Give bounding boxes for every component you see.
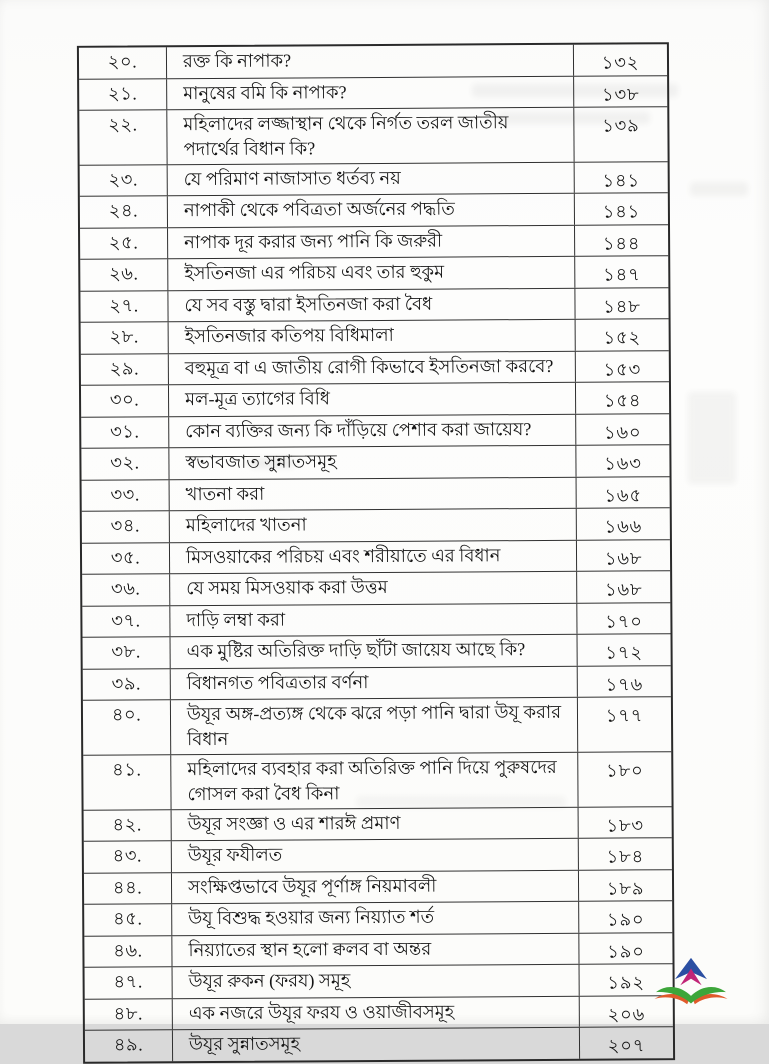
toc-entry-serial: ৪২.	[84, 810, 172, 841]
toc-entry-page-number: ১৬৮	[604, 579, 643, 600]
toc-entry-title: বিধানগত পবিত্রতার বর্ণনা	[171, 667, 578, 700]
toc-entry-serial: ৩৭.	[82, 606, 170, 637]
toc-entry-page-number: ১৭০	[605, 611, 643, 632]
toc-entry-title: খাতনা করা	[170, 478, 577, 511]
toc-row	[85, 964, 673, 999]
toc-entry-title: রক্ত কি নাপাক?	[167, 45, 574, 78]
toc-entry-serial: ৪৮.	[85, 999, 173, 1030]
toc-entry-title: এক নজরে উযূর ফরয ও ওয়াজীবসমূহ	[173, 997, 580, 1030]
toc-row	[82, 571, 670, 606]
toc-row	[83, 633, 671, 668]
toc-row	[81, 350, 669, 385]
toc-row	[82, 476, 670, 511]
toc-entry-serial: ২৯.	[81, 354, 169, 385]
toc-row	[84, 806, 672, 841]
toc-row	[80, 224, 668, 259]
toc-entry-title: কোন ব্যক্তির জন্য কি দাঁড়িয়ে পেশাব করা জায়েয?	[169, 415, 576, 448]
toc-entry-serial: ২৬.	[80, 260, 168, 291]
toc-entry-page-number: ১৫৪	[603, 390, 642, 411]
toc-row	[85, 1027, 673, 1062]
toc-entry-serial: ৩৯.	[83, 669, 171, 700]
toc-entry-title: উযূর ফযীলত	[172, 839, 579, 872]
toc-entry-page-number: ২০৭	[607, 1035, 646, 1056]
toc-entry-title: মিসওয়াকের পরিচয় এবং শরীয়াতে এর বিধান	[170, 541, 577, 574]
toc-row	[85, 995, 673, 1030]
toc-row	[80, 287, 668, 322]
toc-entry-serial: ২৫.	[80, 228, 168, 259]
toc-entry-serial: ২২.	[79, 110, 167, 164]
toc-entry-page-number: ১৬৮	[604, 548, 643, 569]
toc-entry-page-number: ১৩৯	[602, 115, 640, 136]
toc-row	[82, 539, 670, 574]
toc-entry-page-number: ১৭২	[605, 642, 643, 663]
toc-entry-page-number: ১৪১	[602, 201, 641, 222]
toc-row	[81, 319, 669, 354]
toc-row	[80, 256, 668, 291]
toc-entry-serial: ৪৩.	[84, 842, 172, 873]
toc-entry-page-number: ১৯০	[607, 941, 645, 962]
toc-row	[83, 665, 671, 700]
toc-entry-title: মানুষের বমি কি নাপাক?	[167, 76, 574, 109]
toc-row	[84, 869, 672, 904]
toc-row	[84, 932, 672, 967]
toc-entry-serial: ২৮.	[81, 323, 169, 354]
toc-entry-title: নাপাকী থেকে পবিত্রতা অর্জনের পদ্ধতি	[168, 194, 575, 227]
toc-entry-title: নিয়্যাতের স্থান হলো ক্বলব বা অন্তর	[172, 934, 579, 967]
toc-entry-page-number: ১৫৩	[603, 359, 642, 380]
toc-entry-page-number: ১৪১	[602, 170, 641, 191]
toc-entry-title: উযূর সংজ্ঞা ও এর শারঈ প্রমাণ	[172, 808, 579, 841]
toc-entry-serial: ৪৫.	[84, 905, 172, 936]
toc-entry-title: যে পরিমাণ নাজাসাত ধর্তব্য নয়	[168, 163, 575, 196]
toc-entry-title: ইসতিনজা এর পরিচয় এবং তার হুকুম	[168, 257, 575, 290]
toc-entry-serial: ৪৯.	[85, 1031, 173, 1062]
toc-row	[82, 602, 670, 637]
toc-entry-title: মহিলাদের খাতনা	[170, 509, 577, 542]
toc-entry-serial: ৩৮.	[83, 638, 171, 669]
toc-entry-serial: ৩৩.	[82, 480, 170, 511]
toc-entry-page-number: ১৭৬	[605, 674, 644, 695]
toc-entry-page-number: ১৩২	[601, 52, 640, 73]
toc-entry-page-number: ১৩৮	[601, 83, 640, 105]
toc-row	[84, 838, 672, 873]
toc-entry-title: মহিলাদের ব্যবহার করা অতিরিক্ত পানি দিয়ে পুরুষদের গোসল করা বৈধ কিনা	[171, 753, 578, 809]
toc-entry-title: উযূর অঙ্গ-প্রত্যঙ্গ থেকে ঝরে পড়া পানি দ্বারা উযূ করার বিধান	[171, 698, 578, 754]
toc-entry-title: যে সময় মিসওয়াক করা উত্তম	[170, 572, 577, 605]
toc-entry-title: এক মুষ্টির অতিরিক্ত দাড়ি ছাঁটা জায়েয আছে কি?	[171, 635, 578, 668]
toc-row	[81, 413, 669, 448]
bleed-through-artifact	[688, 392, 736, 484]
toc-entry-serial: ৪১.	[83, 755, 171, 809]
toc-entry-page-number: ১৯০	[606, 909, 645, 930]
toc-entry-title: নাপাক দূর করার জন্য পানি কি জরুরী	[168, 226, 575, 259]
toc-row	[79, 44, 667, 78]
toc-entry-page-number: ২০৬	[607, 1004, 646, 1025]
toc-entry-serial: ২৭.	[80, 291, 168, 322]
toc-entry-page-number: ১৭৭	[605, 705, 644, 726]
toc-row	[83, 751, 671, 809]
toc-entry-title: উযূর রুকন (ফরয) সমূহ	[173, 965, 580, 998]
toc-entry-serial: ৪৭.	[85, 968, 173, 999]
toc-entry-title: যে সব বস্তু দ্বারা ইসতিনজা করা বৈধ	[168, 289, 575, 322]
toc-row	[80, 161, 668, 196]
publisher-book-logo	[653, 955, 729, 1017]
toc-entry-page-number: ১৪৮	[603, 296, 641, 317]
toc-row	[79, 75, 667, 110]
toc-row	[82, 508, 670, 543]
toc-entry-page-number: ১৮৩	[606, 815, 644, 836]
toc-entry-title: উযূর সুন্নাতসমূহ	[173, 1028, 580, 1061]
toc-entry-title: উযূ বিশুদ্ধ হওয়ার জন্য নিয়্যাত শর্ত	[172, 902, 579, 935]
toc-row	[81, 445, 669, 480]
toc-entry-page-number: ১৮৪	[606, 846, 645, 867]
toc-entry-serial: ৩৪.	[82, 512, 170, 543]
toc-row	[81, 382, 669, 417]
toc-row	[80, 193, 668, 228]
bleed-through-artifact	[690, 182, 748, 196]
toc-row	[79, 106, 667, 164]
toc-entry-page-number: ১৬০	[603, 422, 642, 443]
toc-entry-serial: ৩০.	[81, 386, 169, 417]
toc-entry-page-number: ১৫২	[603, 327, 641, 348]
toc-entry-page-number: ১৬৫	[604, 485, 642, 506]
toc-entry-title: স্বভাবজাত সুন্নাতসমূহ	[169, 446, 576, 479]
toc-entry-page-number: ১৮৯	[606, 878, 645, 899]
toc-entry-title: মহিলাদের লজ্জাস্থান থেকে নির্গত তরল জাতীয় পদার্থের বিধান কি?	[167, 108, 574, 164]
open-book-icon	[655, 958, 728, 1004]
toc-entry-serial: ৪৬.	[84, 936, 172, 967]
toc-table	[77, 42, 675, 1063]
toc-entry-serial: ২৪.	[80, 197, 168, 228]
toc-entry-serial: ২১.	[79, 79, 167, 110]
toc-entry-serial: ২০.	[79, 47, 167, 78]
toc-entry-page-number: ১৬৬	[604, 516, 643, 537]
toc-row	[84, 901, 672, 936]
toc-entry-page-number: ১৯২	[607, 972, 645, 993]
toc-entry-serial: ৩১.	[81, 417, 169, 448]
toc-entry-serial: ৩৫.	[82, 543, 170, 574]
toc-entry-serial: ২৩.	[80, 165, 168, 196]
toc-entry-page-number: ১৪৭	[603, 264, 641, 285]
toc-row	[83, 696, 671, 754]
toc-entry-serial: ৪০.	[83, 701, 171, 755]
toc-entry-page-number: ১৬৩	[604, 453, 642, 474]
toc-entry-serial: ৩৬.	[82, 575, 170, 606]
toc-entry-title: মল-মূত্র ত্যাগের বিধি	[169, 383, 576, 416]
toc-entry-serial: ৪৪.	[84, 873, 172, 904]
toc-entry-title: সংক্ষিপ্তভাবে উযূর পূর্ণাঙ্গ নিয়মাবলী	[172, 871, 579, 904]
toc-entry-title: ইসতিনজার কতিপয় বিধিমালা	[169, 320, 576, 353]
toc-entry-page-number: ১৪৪	[602, 233, 641, 254]
toc-entry-serial: ৩২.	[81, 449, 169, 480]
toc-entry-title: দাড়ি লম্বা করা	[170, 604, 577, 637]
toc-entry-title: বহুমূত্র বা এ জাতীয় রোগী কিভাবে ইসতিনজা করবে?	[169, 352, 576, 385]
toc-entry-page-number: ১৮০	[606, 760, 644, 781]
